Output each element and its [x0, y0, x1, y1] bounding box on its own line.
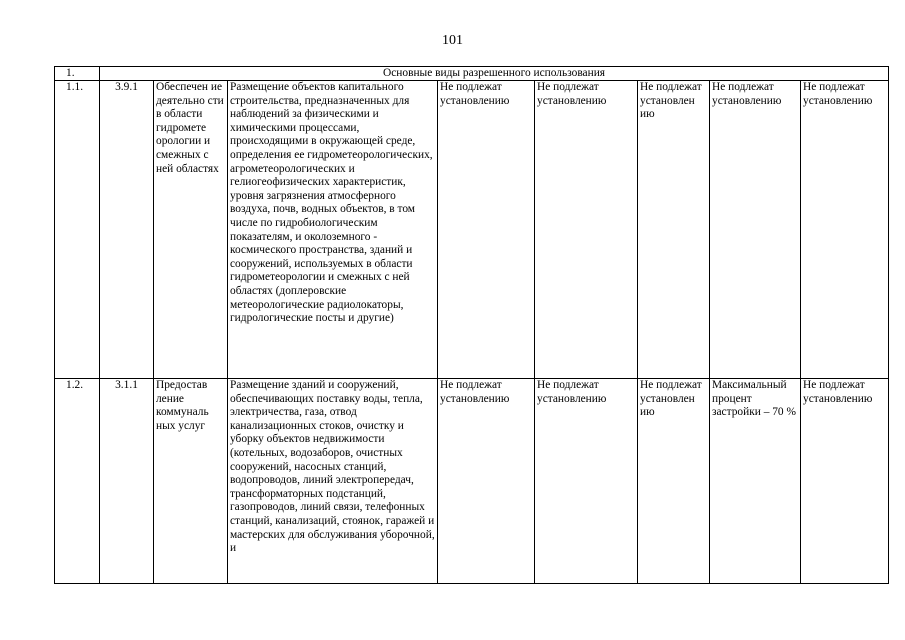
- section-header-row: [55, 67, 889, 81]
- row-code: 3.9.1: [100, 81, 154, 379]
- row-name: Предостав ление коммуналь ных услуг: [154, 379, 228, 584]
- row-description: Размещение зданий и сооружений, обеспечивающих поставку воды, тепла, электричества, газа, отвод канализационных стоков, очистку и уборку объектов недвижимости (котельных, водозаборов, очистных сооружений, насосных станций, водопроводов, линий электропередач, трансформаторных подстанций, газопроводов, линий связи, телефонных станций, канализаций, стоянок, гаражей и мастерских для обслуживания уборочной, и: [228, 379, 438, 584]
- row-code: 3.1.1: [100, 379, 154, 584]
- row-param-5: Не подлежат установлению: [801, 379, 889, 584]
- row-description: Размещение объектов капитального строительства, предназначенных для наблюдений за физическими и химическими процессами, происходящими в окружающей среде, определения ее гидрометеорологических, агрометеорологических и гелиогеофизических характеристик, уровня загрязнения атмосферного воздуха, почв, водных объектов, в том числе по гидробиологическим показателям, и околоземного - космического пространства, зданий и сооружений, используемых в области гидрометеорологии и смежных с ней областях (доплеровские метеорологические радиолокаторы, гидрологические посты и другие): [228, 81, 438, 379]
- table-row: [55, 81, 889, 379]
- section-number: 1.: [55, 67, 100, 81]
- row-param-2: Не подлежат установлению: [535, 81, 638, 379]
- table-row: [55, 379, 889, 584]
- row-number: 1.2.: [55, 379, 100, 584]
- section-title: Основные виды разрешенного использования: [100, 67, 889, 81]
- row-param-3: Не подлежат установлен ию: [638, 379, 710, 584]
- row-param-4: Максимальный процент застройки – 70 %: [710, 379, 801, 584]
- zoning-table: [54, 66, 889, 584]
- row-param-1: Не подлежат установлению: [438, 81, 535, 379]
- row-param-1: Не подлежат установлению: [438, 379, 535, 584]
- row-number: 1.1.: [55, 81, 100, 379]
- page-number: 101: [442, 33, 463, 48]
- row-param-5: Не подлежат установлению: [801, 81, 889, 379]
- row-param-2: Не подлежат установлению: [535, 379, 638, 584]
- row-param-3: Не подлежат установлен ию: [638, 81, 710, 379]
- row-param-4: Не подлежат установлению: [710, 81, 801, 379]
- row-name: Обеспечен ие деятельно сти в области гидромете орологии и смежных с ней областях: [154, 81, 228, 379]
